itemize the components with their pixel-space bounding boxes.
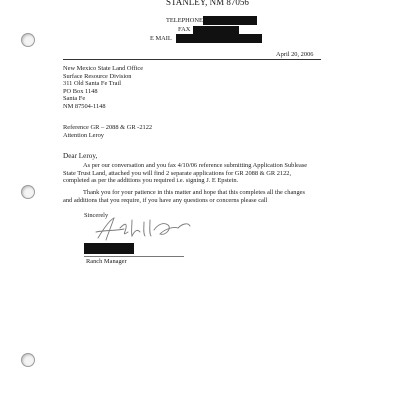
signature-icon: [94, 214, 194, 244]
header-divider: [63, 59, 321, 60]
recipient-line: NM 87504-1148: [63, 102, 106, 110]
signatory-name-redaction: [84, 243, 134, 254]
closing: Sincerely: [84, 212, 109, 219]
signature-underline: [84, 256, 184, 257]
body-line: Thank you for your patience in this matter and hope that this completes all the changes: [83, 189, 306, 196]
body-paragraph-2: [63, 189, 305, 204]
signatory-title: Ranch Manager: [86, 258, 127, 265]
body-paragraph-1: [63, 162, 307, 185]
punch-hole-middle: [21, 185, 35, 199]
reference-attention: Attention Leroy: [63, 131, 104, 139]
fax-redaction: [193, 26, 239, 34]
recipient-address: [63, 65, 143, 111]
letterhead-city: STANLEY, NM 87056: [166, 0, 249, 7]
recipient-line: Surface Resource Division: [63, 72, 132, 80]
recipient-line: New Mexico State Land Office: [63, 65, 144, 72]
telephone-redaction: [203, 16, 257, 25]
recipient-line: 311 Old Santa Fe Trail: [63, 80, 121, 88]
telephone-label: TELEPHONE: [166, 17, 203, 24]
salutation: Dear Leroy,: [63, 152, 98, 160]
body-line: As per our conversation and you fax 4/10/06 reference submitting Application Sublease: [83, 162, 308, 169]
body-line: completed as per the additions you required i.e. signing J. E Epstein.: [63, 177, 239, 185]
email-redaction: [176, 34, 262, 43]
body-line: and additions that you require, if you have any questions or concerns please call: [63, 196, 268, 204]
recipient-line: PO Box 1148: [63, 87, 98, 95]
letter-date: April 20, 2006: [276, 51, 314, 58]
recipient-line: Santa Fe: [63, 95, 86, 103]
body-line: State Trust Land, attached you will find 2 separate applications for GR 2088 & GR 2122,: [63, 169, 292, 177]
fax-label: FAX: [178, 26, 191, 33]
reference-numbers: Reference GR – 2088 & GR -2122: [63, 124, 153, 131]
punch-hole-bottom: [21, 353, 35, 367]
email-label: E MAIL: [150, 35, 172, 42]
reference-block: [63, 124, 152, 139]
punch-hole-top: [21, 33, 35, 47]
